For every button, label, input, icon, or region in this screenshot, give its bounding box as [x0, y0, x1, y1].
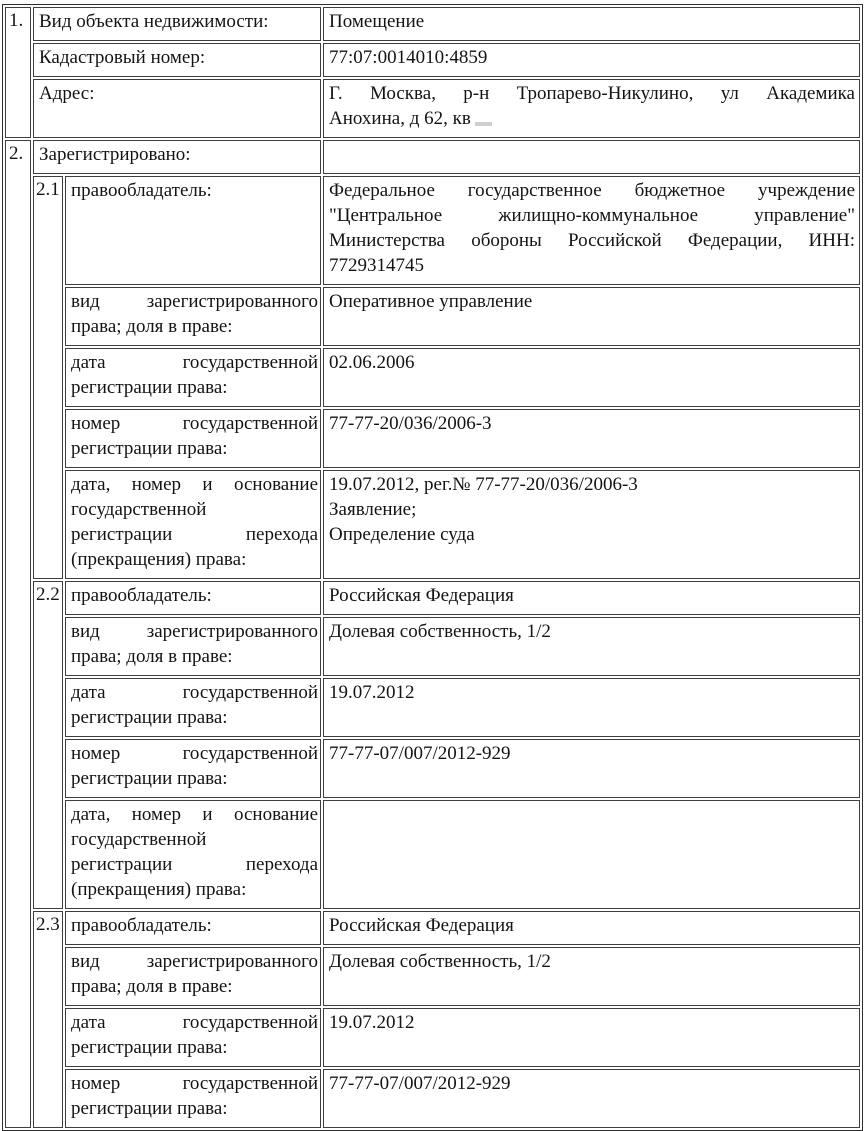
text-line: дата государственной: [71, 1012, 319, 1033]
table-row: [5, 800, 860, 909]
text-line: Определение суда: [329, 524, 475, 545]
text-line: государственной: [71, 499, 207, 520]
text-line: регистрации права:: [71, 1037, 228, 1058]
field-label: [65, 800, 321, 909]
subsection-number: 2.3: [33, 911, 63, 1128]
text-line: 19.07.2012: [329, 682, 415, 703]
text-line: Помещение: [329, 11, 425, 32]
table-row: [5, 409, 860, 468]
text-line: регистрации перехода: [71, 524, 319, 545]
table-row: [5, 1069, 860, 1128]
text-line: права; доля в праве:: [71, 646, 233, 667]
field-value: [323, 140, 860, 174]
field-value: [323, 581, 860, 615]
text-line: дата, номер и основание: [71, 804, 319, 825]
field-value: [323, 348, 860, 407]
text-line: правообладатель:: [71, 180, 212, 201]
field-label: [65, 1069, 321, 1128]
table-row: [5, 470, 860, 579]
subsection-number: 2.2: [33, 581, 63, 909]
text-line: Министерства обороны Российской Федерации, ИНН:: [329, 230, 855, 251]
text-line: Анохина, д 62, кв: [329, 106, 855, 131]
text-line: 77:07:0014010:4859: [329, 47, 488, 68]
table-row: [5, 678, 860, 737]
text-line: права; доля в праве:: [71, 316, 233, 337]
text-line: 77-77-07/007/2012-929: [329, 1073, 511, 1094]
field-label: [65, 409, 321, 468]
text-line: правообладатель:: [71, 585, 212, 606]
field-value: [323, 800, 860, 909]
field-label: [33, 43, 321, 77]
text-line: вид зарегистрированного: [71, 291, 319, 312]
section-number: 2.: [5, 140, 31, 1128]
text-line: Российская Федерация: [329, 915, 514, 936]
text-line: (прекращения) права:: [71, 879, 247, 900]
text-line: 02.06.2006: [329, 352, 415, 373]
table-row: [5, 617, 860, 676]
table-row: [5, 176, 860, 285]
text-line: номер государственной: [71, 1073, 319, 1094]
subsection-number: 2.1: [33, 176, 63, 579]
text-line: 7729314745: [329, 255, 425, 276]
field-value: [323, 1008, 860, 1067]
text-line: Оперативное управление: [329, 291, 533, 312]
section-number: 1.: [5, 7, 31, 138]
field-label: [65, 348, 321, 407]
text-line: 77-77-20/036/2006-3: [329, 413, 492, 434]
text-line: вид зарегистрированного: [71, 951, 319, 972]
text-line: "Центральное жилищно-коммунальное управление": [329, 205, 855, 226]
redaction-mark: [475, 122, 492, 126]
text-line: регистрации права:: [71, 707, 228, 728]
table-row: [5, 79, 860, 138]
table-row: [5, 140, 860, 174]
text-line: 19.07.2012: [329, 1012, 415, 1033]
table-row: [5, 43, 860, 77]
text-line: вид зарегистрированного: [71, 621, 319, 642]
table-row: [5, 1008, 860, 1067]
table-row: [5, 7, 860, 41]
text-line: Долевая собственность, 1/2: [329, 621, 551, 642]
text-line: 77-77-07/007/2012-929: [329, 743, 511, 764]
field-value: [323, 617, 860, 676]
field-value: [323, 287, 860, 346]
table-row: [5, 581, 860, 615]
field-value: [323, 43, 860, 77]
field-value: [323, 409, 860, 468]
field-value: [323, 176, 860, 285]
text-line: правообладатель:: [71, 915, 212, 936]
text-line: Г. Москва, р-н Тропарево-Никулино, ул Академика: [329, 83, 855, 104]
text-line: регистрации права:: [71, 1098, 228, 1119]
field-label: [65, 1008, 321, 1067]
text-line: Вид объекта недвижимости:: [39, 11, 269, 32]
field-label: [65, 947, 321, 1006]
table-row: [5, 911, 860, 945]
field-value: [323, 1069, 860, 1128]
field-value: [323, 470, 860, 579]
table-row: [5, 348, 860, 407]
field-label: [65, 176, 321, 285]
field-label: [65, 911, 321, 945]
field-value: [323, 911, 860, 945]
field-label: [33, 79, 321, 138]
property-table-body: [5, 7, 860, 1128]
table-row: [5, 947, 860, 1006]
text-line: регистрации права:: [71, 377, 228, 398]
field-label: [65, 470, 321, 579]
field-label: [65, 287, 321, 346]
text-line: Федеральное государственное бюджетное учреждение: [329, 180, 855, 201]
text-line: Зарегистрировано:: [39, 144, 191, 165]
text-line: Заявление;: [329, 499, 417, 520]
field-label: [65, 678, 321, 737]
text-line: дата государственной: [71, 352, 319, 373]
text-line: 19.07.2012, рег.№ 77-77-20/036/2006-3: [329, 474, 638, 495]
table-row: [5, 739, 860, 798]
text-line: номер государственной: [71, 413, 319, 434]
text-line: регистрации права:: [71, 438, 228, 459]
table-row: [5, 287, 860, 346]
text-line: регистрации права:: [71, 768, 228, 789]
text-line: дата, номер и основание: [71, 474, 319, 495]
text-line: права; доля в праве:: [71, 976, 233, 997]
text-line: (прекращения) права:: [71, 549, 247, 570]
text-line: номер государственной: [71, 743, 319, 764]
field-label: [33, 140, 321, 174]
field-value: [323, 947, 860, 1006]
text-line: регистрации перехода: [71, 854, 319, 875]
field-label: [33, 7, 321, 41]
property-table: [2, 4, 863, 1131]
field-value: [323, 678, 860, 737]
field-value: [323, 7, 860, 41]
text-line: Российская Федерация: [329, 585, 514, 606]
field-value: [323, 739, 860, 798]
text-line: государственной: [71, 829, 207, 850]
field-label: [65, 617, 321, 676]
text-line: Кадастровый номер:: [39, 47, 206, 68]
field-label: [65, 739, 321, 798]
field-value: [323, 79, 860, 138]
field-label: [65, 581, 321, 615]
text-line: Долевая собственность, 1/2: [329, 951, 551, 972]
text-line: дата государственной: [71, 682, 319, 703]
text-line: Адрес:: [39, 83, 95, 104]
